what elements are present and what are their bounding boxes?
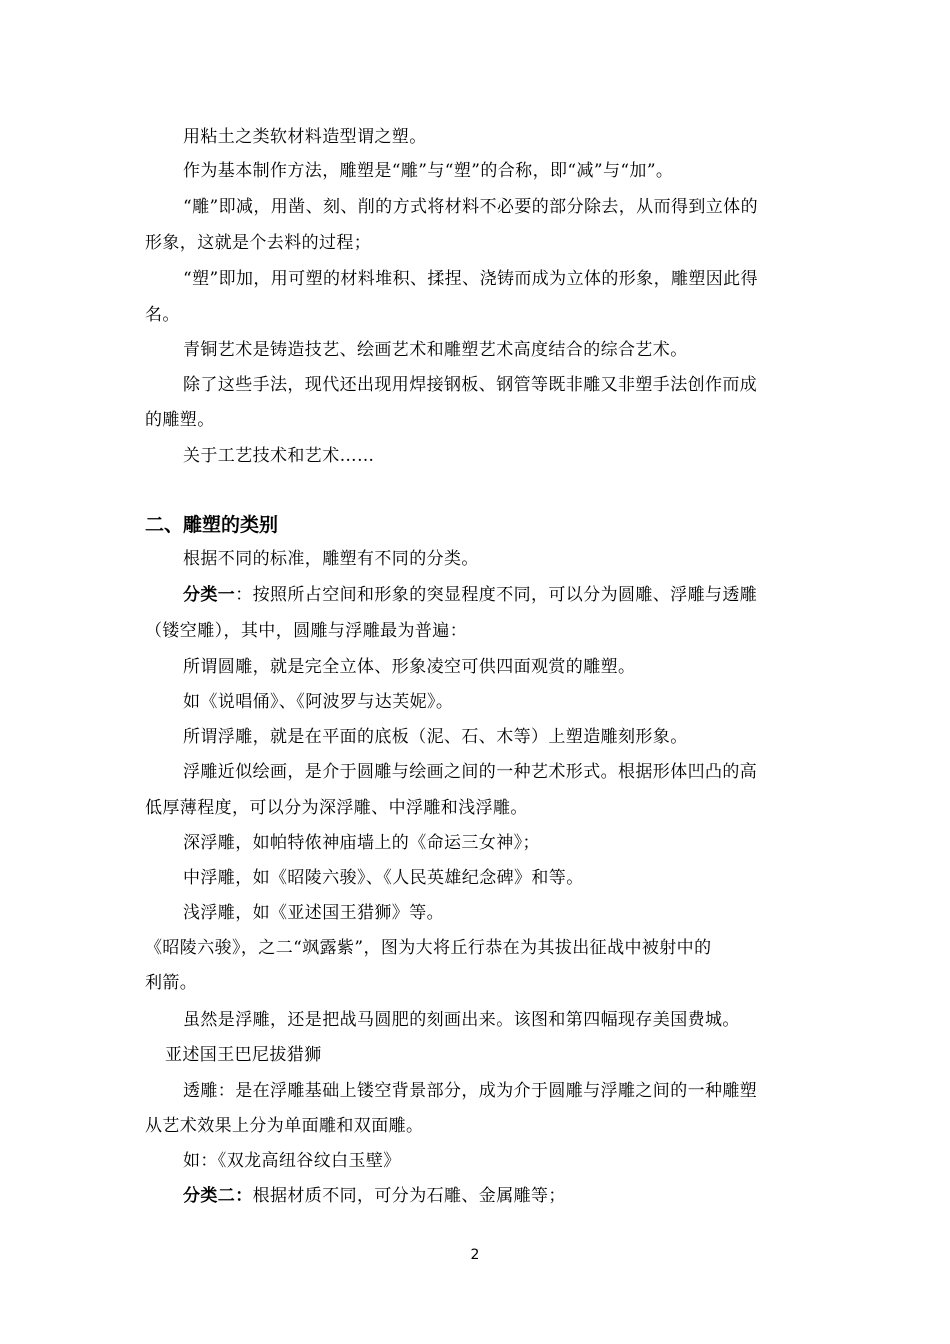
paragraph-assyria: 亚述国王巴尼拔猎狮 [165,1045,322,1065]
paragraph-zhaoling-line2: 利箭。 [145,973,198,993]
paragraph-zhaoling-line3: 虽然是浮雕，还是把战马圆肥的刻画出来。该图和第四幅现存美国费城。 [183,1010,740,1030]
paragraph-category2 [183,1186,566,1206]
paragraph-model-line1: “塑”即加，用可塑的材料堆积、揉捏、浇铸而成为立体的形象，雕塑因此得 [183,269,758,289]
paragraph-standards: 根据不同的标准，雕塑有不同的分类。 [183,549,479,569]
section-heading: 二、雕塑的类别 [145,514,279,536]
paragraph-mid-relief: 中浮雕，如《昭陵六骏》、《人民英雄纪念碑》和等。 [183,868,584,888]
category2-text: 根据材质不同，可分为石雕、金属雕等； [252,1186,566,1206]
paragraph-openwork-example: 如：《双龙高纽谷纹白玉壁》 [183,1151,401,1171]
paragraph-carve-line1: “雕”即减，用凿、刻、削的方式将材料不必要的部分除去，从而得到立体的 [183,197,758,217]
paragraph-category1-line1 [183,585,757,605]
paragraph-clay: 用粘土之类软材料造型谓之塑。 [183,127,427,147]
paragraph-deep-relief: 深浮雕，如帕特侬神庙墙上的《命运三女神》； [183,833,540,853]
paragraph-relief-line2: 低厚薄程度，可以分为深浮雕、中浮雕和浅浮雕。 [145,798,528,818]
paragraph-modern-line2: 的雕塑。 [145,410,215,430]
page-number: 2 [470,1247,480,1263]
paragraph-method: 作为基本制作方法，雕塑是“雕”与“塑”的合称，即“减”与“加”。 [183,161,674,181]
paragraph-modern-line1: 除了这些手法，现代还出现用焊接钢板、钢管等既非雕又非塑手法创作而成 [183,375,758,395]
paragraph-zhaoling-line1: 《昭陵六骏》，之二“飒露紫”，图为大将丘行恭在为其拔出征战中被射中的 [145,938,712,958]
paragraph-round-definition: 所谓圆雕，就是完全立体、形象凌空可供四面观赏的雕塑。 [183,657,636,677]
paragraph-openwork-line2: 从艺术效果上分为单面雕和双面雕。 [145,1116,424,1136]
paragraph-round-examples: 如《说唱俑》、《阿波罗与达芙妮》。 [183,692,454,712]
paragraph-category1-line2: （镂空雕），其中，圆雕与浮雕最为普遍： [145,621,468,641]
paragraph-model-line2: 名。 [145,305,180,325]
paragraph-shallow-relief: 浅浮雕，如《亚述国王猎狮》等。 [183,903,444,923]
paragraph-bronze: 青铜艺术是铸造技艺、绘画艺术和雕塑艺术高度结合的综合艺术。 [183,340,688,360]
category1-label: 分类一 [183,585,236,605]
paragraph-carve-line2: 形象，这就是个去料的过程； [145,233,372,253]
paragraph-openwork-line1: 透雕：是在浮雕基础上镂空背景部分，成为介于圆雕与浮雕之间的一种雕塑 [183,1081,758,1101]
paragraph-craft: 关于工艺技术和艺术…… [183,446,375,466]
category2-label: 分类二： [183,1186,253,1206]
paragraph-relief-line1: 浮雕近似绘画，是介于圆雕与绘画之间的一种艺术形式。根据形体凹凸的高 [183,762,758,782]
category1-text: ：按照所占空间和形象的突显程度不同，可以分为圆雕、浮雕与透雕 [235,585,758,605]
paragraph-relief-definition: 所谓浮雕，就是在平面的底板（泥、石、木等）上塑造雕刻形象。 [183,727,688,747]
